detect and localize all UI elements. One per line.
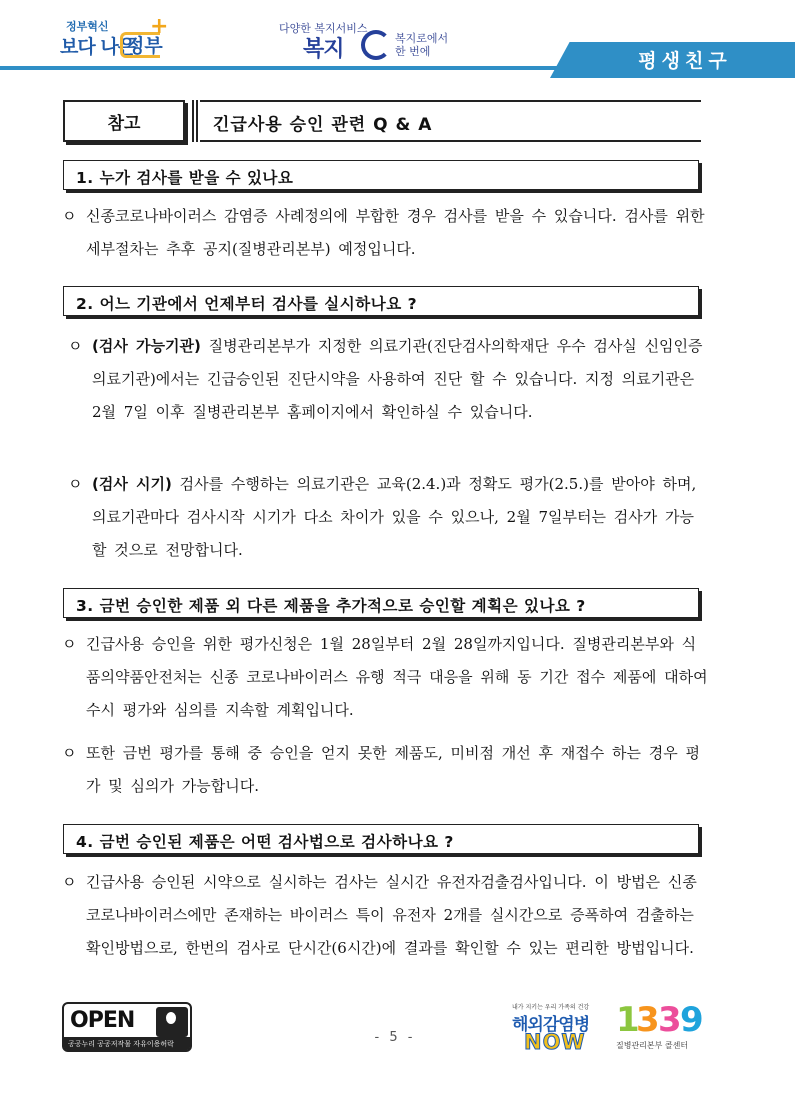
logo2-side: 복지로에서 한 번에 bbox=[395, 32, 449, 58]
title-rule-top bbox=[200, 100, 701, 102]
open-logo-text: OPEN bbox=[70, 1008, 135, 1033]
person-icon bbox=[156, 1007, 188, 1037]
hotline-digit-1: 1 bbox=[616, 1000, 640, 1040]
question-2: 2. 어느 기관에서 언제부터 검사를 실시하나요 ? bbox=[63, 286, 699, 316]
answer-lead: (검사 가능기관) bbox=[92, 337, 201, 355]
header-tab-label: 평생친구 bbox=[638, 50, 732, 72]
logo1-main-text: 보다 나은 bbox=[60, 36, 136, 58]
logo1-small-text: 정부혁신 bbox=[66, 20, 109, 33]
answer-3-2 bbox=[62, 737, 708, 803]
title-rule-bottom bbox=[200, 140, 701, 142]
now-logo-line1: 해외감염병 bbox=[512, 1015, 590, 1035]
header-band bbox=[0, 52, 795, 76]
bullet-icon: ㅇ bbox=[68, 475, 83, 493]
now-logo-line2: NOW bbox=[524, 1030, 586, 1054]
answer-text bbox=[68, 468, 708, 567]
bullet-icon: ㅇ bbox=[62, 207, 77, 225]
page-title: 긴급사용 승인 관련 Q & A bbox=[213, 115, 433, 135]
answer-lead: (검사 시기) bbox=[92, 475, 172, 493]
logo2-tagline: 다양한 복지서비스 bbox=[279, 22, 368, 35]
bullet-icon: ㅇ bbox=[62, 873, 77, 891]
hotline-digit-2: 3 bbox=[636, 1000, 660, 1040]
bullet-icon: ㅇ bbox=[62, 744, 77, 762]
kogl-open-logo bbox=[62, 1002, 192, 1052]
answer-body: 검사를 수행하는 의료기관은 교육(2.4.)과 정확도 평가(2.5.)를 받아야 하며, 의료기관마다 검사시작 시기가 다소 차이가 있을 수 있으나, 2월 7일부터는 검사가 가능할 것으로 전망합니다. bbox=[92, 475, 697, 559]
reference-badge: 참고 bbox=[63, 100, 185, 142]
bullet-icon: ㅇ bbox=[62, 635, 77, 653]
page-number: - 5 - bbox=[374, 1030, 416, 1045]
plus-icon: + bbox=[150, 14, 169, 39]
answer-text: 또한 금번 평가를 통해 중 승인을 얻지 못한 제품도, 미비점 개선 후 재접수 하는 경우 평가 및 심의가 가능합니다. bbox=[86, 744, 700, 795]
answer-2-2 bbox=[68, 468, 708, 567]
answer-text: 긴급사용 승인된 시약으로 실시하는 검사는 실시간 유전자검출검사입니다. 이 방법은 신종 코로나바이러스에만 존재하는 바이러스 특이 유전자 2개를 실시간으로 증폭하여 검출하는 확인방법으로, 한번의 검사로 단시간(6시간)에 결과를 확인할 수 있는 편리한 방법입니다. bbox=[86, 873, 697, 957]
logo1-main-text-b: 정부 bbox=[126, 35, 163, 57]
logo2-main: 복지 bbox=[303, 37, 344, 62]
question-3: 3. 금번 승인한 제품 외 다른 제품을 추가적으로 승인할 계획은 있나요 ? bbox=[63, 588, 699, 618]
answer-3-1 bbox=[62, 628, 708, 727]
question-1: 1. 누가 검사를 받을 수 있나요 bbox=[63, 160, 699, 190]
answer-2-1 bbox=[68, 330, 708, 429]
answer-1-1 bbox=[62, 200, 708, 266]
overseas-infection-now-logo bbox=[508, 1002, 608, 1058]
hotline-digit-3: 3 bbox=[658, 1000, 682, 1040]
answer-text: 신종코로나바이러스 감염증 사례정의에 부합한 경우 검사를 받을 수 있습니다. 검사를 위한 세부절차는 추후 공지(질병관리본부) 예정입니다. bbox=[86, 207, 705, 258]
question-4: 4. 금번 승인된 제품은 어떤 검사법으로 검사하나요 ? bbox=[63, 824, 699, 854]
answer-4-1 bbox=[62, 866, 708, 965]
header-stripe bbox=[0, 66, 560, 70]
now-logo-tagline: 내가 지키는 우리 가족의 건강 bbox=[512, 1004, 590, 1011]
open-logo-caption: 공공누리 공공저작물 자유이용허락 bbox=[64, 1037, 190, 1050]
title-divider bbox=[192, 100, 198, 142]
hotline-caption: 질병관리본부 콜센터 bbox=[616, 1041, 689, 1050]
answer-body: 질병관리본부가 지정한 의료기관(진단검사의학재단 우수 검사실 신임인증 의료기관)에서는 긴급승인된 진단시약을 사용하여 진단 할 수 있습니다. 지정 의료기관은 2월 7일 이후 질병관리본부 홈페이지에서 확인하실 수 있습니다. bbox=[92, 337, 703, 421]
bullet-icon: ㅇ bbox=[68, 337, 83, 355]
page-header bbox=[0, 0, 795, 90]
hotline-1339-logo bbox=[616, 1000, 706, 1058]
answer-text: 긴급사용 승인을 위한 평가신청은 1월 28일부터 2월 28일까지입니다. 질병관리본부와 식품의약품안전처는 신종 코로나바이러스 유행 적극 대응을 위해 동 기간 접수 제품에 대하여 수시 평가와 심의를 지속할 계획입니다. bbox=[86, 635, 708, 719]
doc-title-row bbox=[63, 100, 701, 142]
answer-text bbox=[68, 330, 708, 429]
hotline-digit-4: 9 bbox=[680, 1000, 704, 1040]
